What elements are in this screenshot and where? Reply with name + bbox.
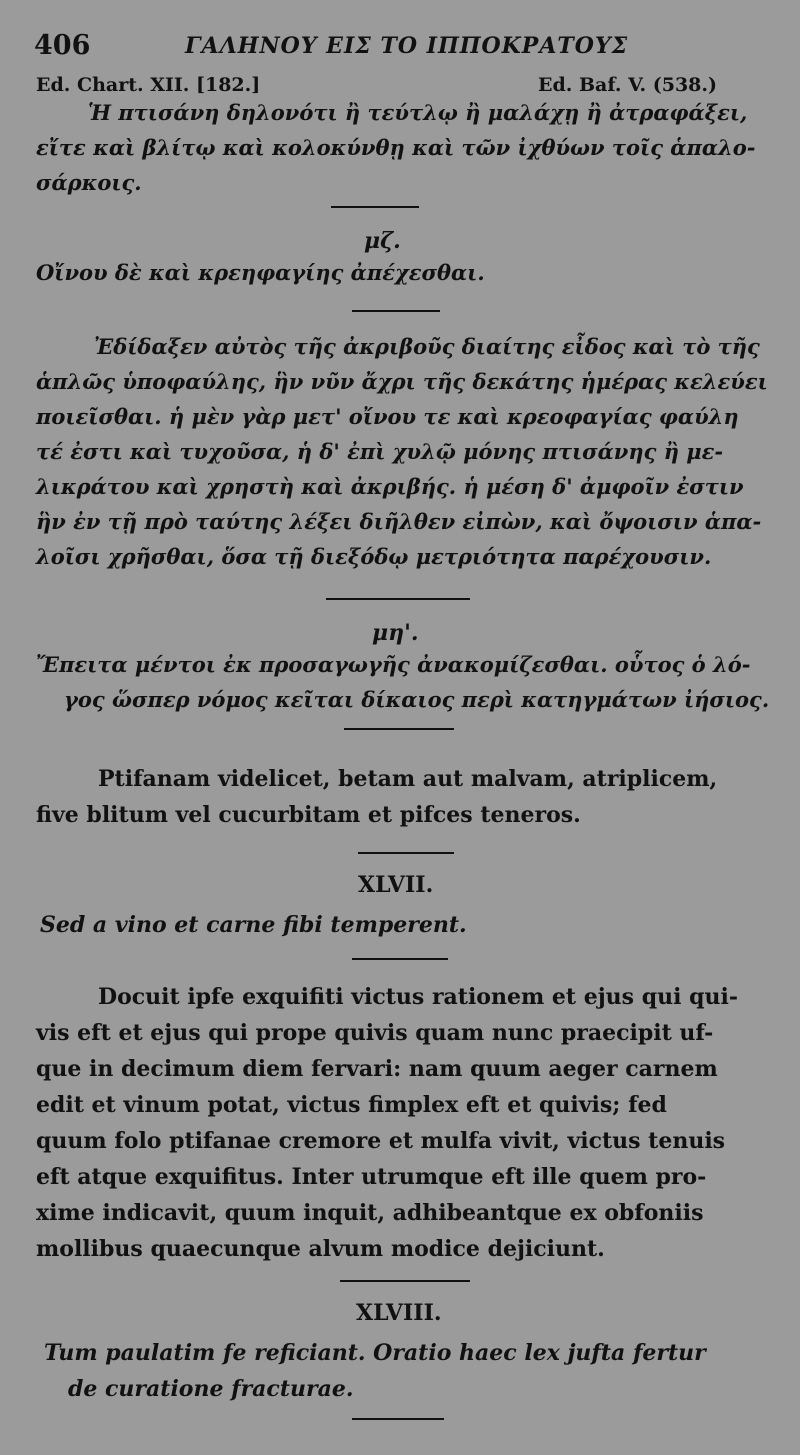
- section-divider: [352, 310, 440, 312]
- section-divider: [344, 728, 454, 730]
- latin-commentary-line: xime indicavit, quum inquit, adhibeantque ex obfoniis: [36, 1200, 704, 1226]
- latin-aphorism-line: de curatione fracturae.: [68, 1376, 354, 1402]
- greek-section-number: μη'.: [372, 620, 419, 646]
- greek-commentary-line: λικράτου καὶ χρηστὴ καὶ ἀκριβής. ἡ μέση δ' ἀμφοῖν ἐστιν: [36, 474, 744, 499]
- greek-aphorism-line: Ἔπειτα μέντοι ἐκ προσαγωγῆς ἀνακομίζεσθαι. οὗτος ὁ λό-: [36, 652, 751, 677]
- latin-intro-line: Ptifanam videlicet, betam aut malvam, atriplicem,: [98, 766, 718, 792]
- greek-commentary-line: λοῖσι χρῆσθαι, ὅσα τῇ διεξόδῳ μετριότητα παρέχουσιν.: [36, 544, 712, 569]
- edition-reference-left: Ed. Chart. XII. [182.]: [36, 74, 261, 96]
- greek-commentary-line: ἁπλῶς ὑποφαύλης, ἣν νῦν ἄχρι τῆς δεκάτης ἡμέρας κελεύει: [36, 369, 768, 394]
- latin-section-number: XLVIII.: [356, 1300, 442, 1326]
- latin-commentary-line: vis eft et ejus qui prope quivis quam nunc praecipit uf-: [36, 1020, 714, 1046]
- latin-commentary-line: que in decimum diem fervari: nam quum aeger carnem: [36, 1056, 718, 1082]
- latin-commentary-line: Docuit ipfe exquifiti victus rationem et ejus qui qui-: [98, 984, 738, 1010]
- latin-commentary-line: mollibus quaecunque alvum modice dejiciunt.: [36, 1236, 605, 1262]
- greek-aphorism: Οἴνου δὲ καὶ κρεηφαγίης ἀπέχεσθαι.: [36, 260, 485, 285]
- greek-commentary-line: ποιεῖσθαι. ἡ μὲν γὰρ μετ' οἴνου τε καὶ κρεοφαγίας φαύλη: [36, 404, 739, 429]
- section-divider: [326, 598, 470, 600]
- greek-section-number: μζ.: [364, 228, 401, 254]
- latin-aphorism-line: Tum paulatim fe reficiant. Oratio haec lex jufta fertur: [44, 1340, 706, 1366]
- section-divider: [358, 852, 454, 854]
- section-divider: [352, 958, 448, 960]
- greek-intro-line: εἴτε καὶ βλίτῳ καὶ κολοκύνθῃ καὶ τῶν ἰχθύων τοῖς ἁπαλο-: [36, 135, 756, 160]
- section-divider: [352, 1418, 444, 1420]
- page-number: 406: [34, 30, 91, 61]
- edition-reference-right: Ed. Baf. V. (538.): [538, 74, 717, 96]
- greek-intro-line: Ἡ πτισάνη δηλονότι ἢ τεύτλῳ ἢ μαλάχῃ ἢ ἀτραφάξει,: [88, 100, 748, 125]
- latin-commentary-line: quum folo ptifanae cremore et mulfa vivit, victus tenuis: [36, 1128, 726, 1154]
- greek-commentary-line: Ἐδίδαξεν αὐτὸς τῆς ἀκριβοῦς διαίτης εἶδος καὶ τὸ τῆς: [94, 334, 760, 359]
- latin-commentary-line: edit et vinum potat, victus fimplex eft et quivis; fed: [36, 1092, 667, 1118]
- greek-intro-line: σάρκοις.: [36, 170, 142, 195]
- greek-aphorism-line: γος ὥσπερ νόμος κεῖται δίκαιος περὶ κατηγμάτων ἰήσιος.: [64, 687, 770, 712]
- section-divider: [340, 1280, 470, 1282]
- latin-aphorism: Sed a vino et carne fibi temperent.: [40, 912, 467, 938]
- latin-commentary-line: eft atque exquifitus. Inter utrumque eft ille quem pro-: [36, 1164, 707, 1190]
- section-divider: [331, 206, 419, 208]
- greek-commentary-line: τέ ἐστι καὶ τυχοῦσα, ἡ δ' ἐπὶ χυλῷ μόνης πτισάνης ἢ με-: [36, 439, 724, 464]
- latin-intro-line: five blitum vel cucurbitam et pifces teneros.: [36, 802, 581, 828]
- latin-section-number: XLVII.: [358, 872, 434, 898]
- greek-commentary-line: ἣν ἐν τῇ πρὸ ταύτης λέξει διῆλθεν εἰπὼν, καὶ ὄψοισιν ἁπα-: [36, 509, 762, 534]
- running-title: ΓΑΛΗΝΟΥ ΕΙΣ ΤΟ ΙΠΠΟΚΡΑΤΟΥΣ: [185, 33, 629, 59]
